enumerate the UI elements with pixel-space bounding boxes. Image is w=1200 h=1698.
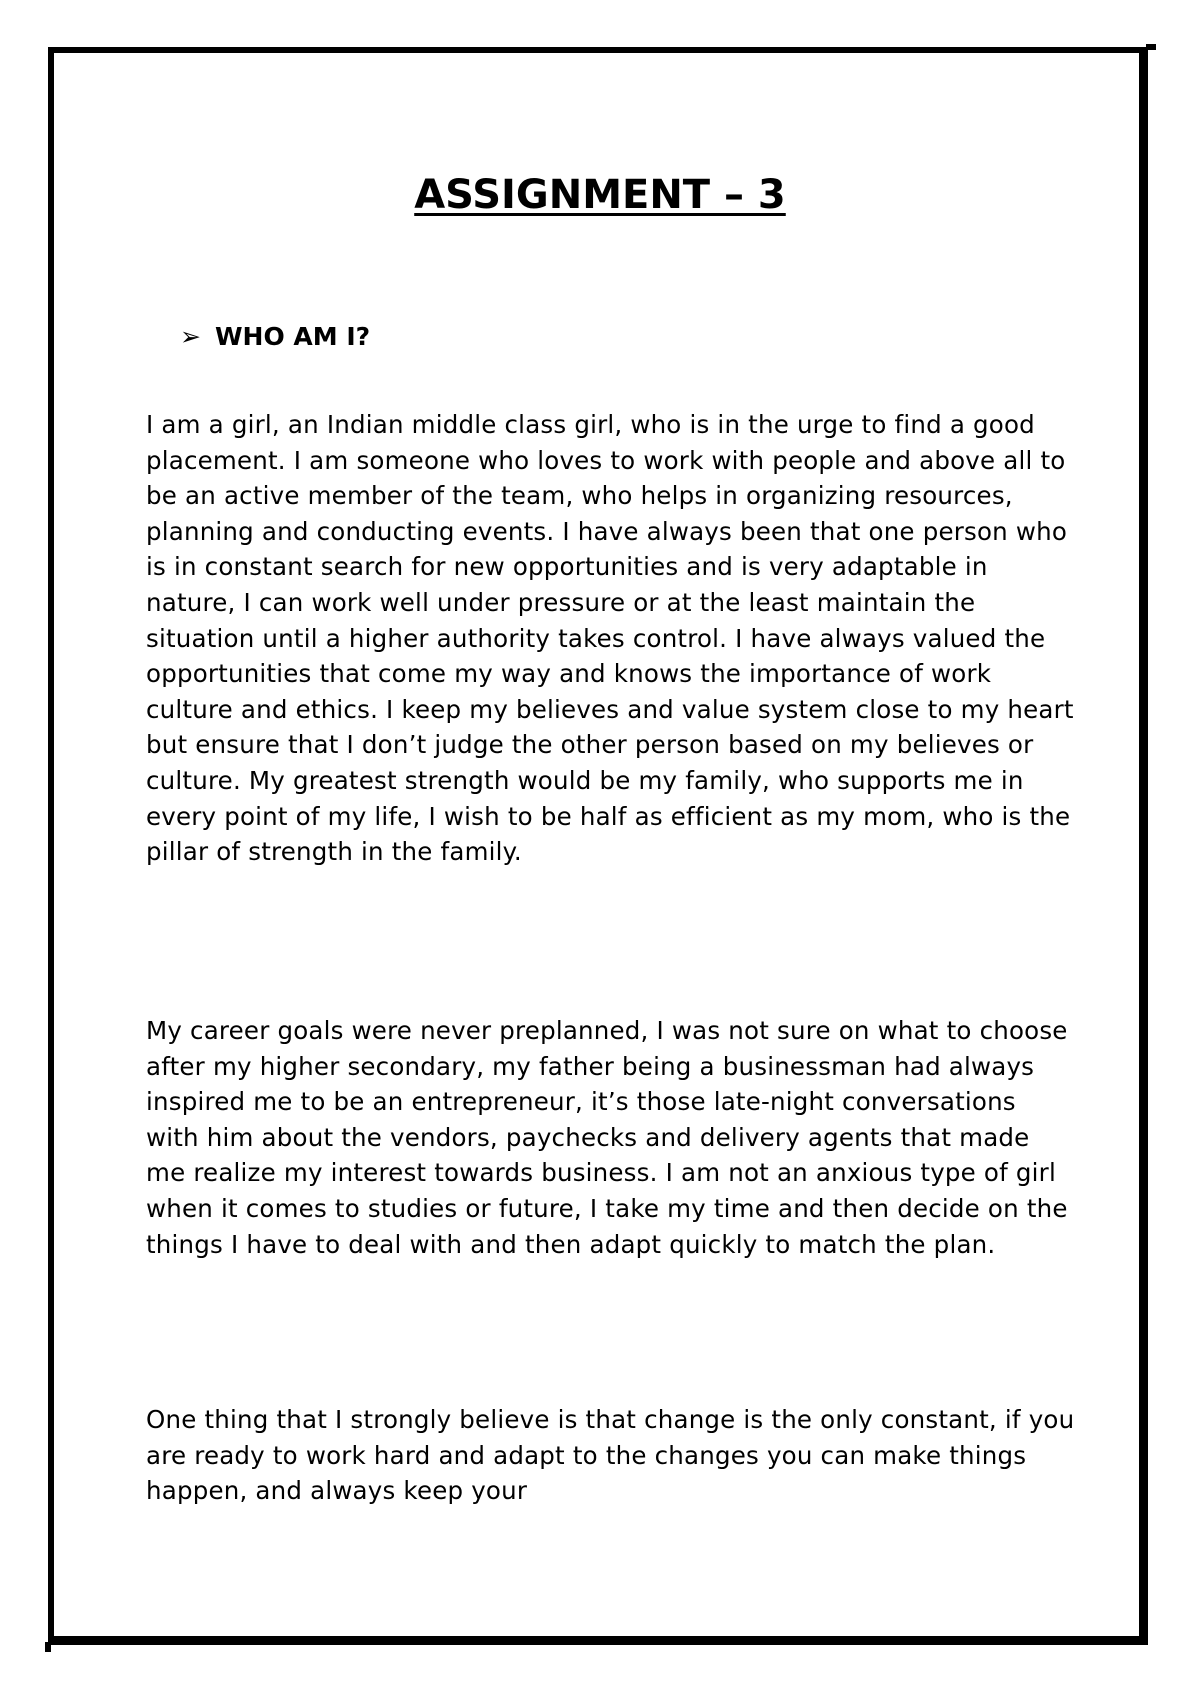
section-heading-label: WHO AM I?	[214, 322, 371, 351]
arrow-bullet-icon: ➢	[180, 322, 201, 351]
border-corner-mark	[45, 1642, 51, 1652]
paragraph: My career goals were never preplanned, I was not sure on what to choose after my higher secondary, my father being a businessman had always inspired me to be an entrepreneur, it’s those late-night conversations with him about the vendors, paychecks and delivery agents that made me realize my interest towards business. I am not an anxious type of girl when it comes to studies or future, I take my time and then decide on the things I have to deal with and then adapt quickly to match the plan.	[146, 1016, 1068, 1259]
paragraph: I am a girl, an Indian middle class girl, who is in the urge to find a good placement. I am someone who loves to work with people and above all to be an active member of the team, who helps in organizing resources, planning and conducting events. I have always been that one person who is in constant search for new opportunities and is very adaptable in nature, I can work well under pressure or at the least maintain the situation until a higher authority takes control. I have always valued the opportunities that come my way and knows the importance of work culture and ethics. I keep my believes and value system close to my heart but ensure that I don’t judge the other person based on my believes or culture. My greatest strength would be my family, who supports me in every point of my life, I wish to be half as efficient as my mom, who is the pillar of strength in the family.	[146, 410, 1074, 867]
border-corner-mark	[1146, 44, 1156, 50]
page-title: ASSIGNMENT – 3	[414, 171, 786, 218]
section-heading	[180, 322, 370, 352]
paragraph: One thing that I strongly believe is that change is the only constant, if you are ready to work hard and adapt to the changes you can make things happen, and always keep your	[146, 1405, 1075, 1506]
